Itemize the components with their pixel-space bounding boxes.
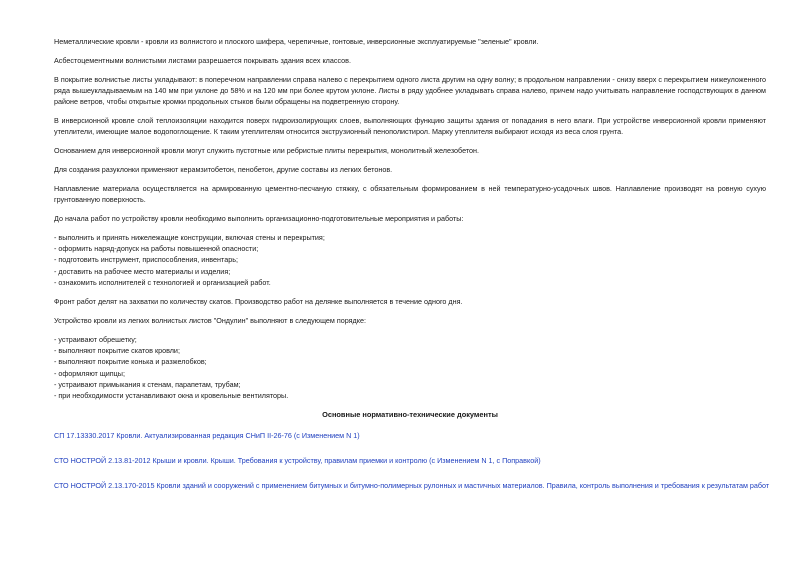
- list-item: - выполнить и принять нижележащие конструкции, включая стены и перекрытия;: [54, 233, 325, 242]
- document-link-sto-2-13-81[interactable]: СТО НОСТРОЙ 2.13.81-2012 Крыши и кровли. Крыши. Требования к устройству, правилам приемки и контролю (с Изменением N 1, с Поправкой): [54, 456, 541, 466]
- paragraph-material-fusing: Наплавление материала осуществляется на армированную цементно-песчаную стяжку, с обязательным формированием в ней температурно-усадочных швов. Наплавление производят на ровную сухую грунтованную поверхность.: [54, 184, 766, 204]
- paragraph-inversion-base: Основанием для инверсионной кровли могут служить пустотные или ребристые плиты перекрытия, монолитный железобетон.: [54, 146, 480, 155]
- paragraph-inversion-roof: В инверсионной кровле слой теплоизоляции находится поверх гидроизолирующих слоев, выполняющих функцию защиты здания от попадания в него влаги. При устройстве инверсионной кровли применяют утеплители, имеющие малое водопоглощение. К таким утеплителям относится экструзионный пенополистирол. Марку утеплителя выбирают исходя из веса слоя грунта.: [54, 116, 766, 136]
- paragraph-asbestos-sheets: Асбестоцементными волнистыми листами разрешается покрывать здания всех классов.: [54, 56, 351, 65]
- document-page: [54, 36, 770, 505]
- list-item: - выполняют покрытие скатов кровли;: [54, 346, 180, 356]
- list-item: - оформить наряд-допуск на работы повышенной опасности;: [54, 244, 259, 254]
- list-item: - выполняют покрытие конька и разжелобков;: [54, 357, 207, 367]
- list-item: - доставить на рабочее место материалы и изделия;: [54, 266, 231, 276]
- paragraph-sheet-laying: В покрытие волнистые листы укладывают: в поперечном направлении справа налево с перекрытием одного листа другим на одну волну; в продольном направлении - снизу вверх с перекрытием нижеуложенного ряда вышеукладываемым на 140 мм при уклоне до 58% и на 120 мм при более крутом уклоне. Листы в ряду удобнее укладывать справа налево, причем надо учитывать направление господствующих в данном районе ветров, чтобы открытые кромки продольных стыков были обращены на подветренную сторону.: [54, 75, 766, 106]
- list-item: - ознакомить исполнителей с технологией и организацией работ.: [54, 277, 271, 287]
- paragraph-preparatory-works: До начала работ по устройству кровли необходимо выполнить организационно-подготовительные мероприятия и работы:: [54, 214, 464, 223]
- document-link-sto-2-13-170[interactable]: СТО НОСТРОЙ 2.13.170-2015 Кровли зданий и сооружений с применением битумных и битумно-полимерных рулонных и мастичных материалов. Правила, контроль выполнения и требования к результатам работ: [54, 481, 770, 491]
- document-link-sp-17[interactable]: СП 17.13330.2017 Кровли. Актуализированная редакция СНиП II-26-76 (с Изменением N 1): [54, 431, 360, 441]
- paragraph-ondulin-order: Устройство кровли из легких волнистых листов "Ондулин" выполняют в следующем порядке:: [54, 316, 366, 326]
- list-item: - устраивают обрешетку;: [54, 335, 137, 345]
- section-heading: Основные нормативно-технические документы: [322, 410, 498, 420]
- paragraph-nonmetal-roofs: Неметаллические кровли - кровли из волнистого и плоского шифера, черепичные, гонтовые, инверсионные эксплуатируемые "зеленые" кровли.: [54, 37, 539, 46]
- list-item: - оформляют щипцы;: [54, 368, 125, 378]
- list-item: - устраивают примыкания к стенам, парапетам, трубам;: [54, 379, 241, 389]
- paragraph-slope-creation: Для создания разуклонки применяют керамзитобетон, пенобетон, другие составы из легких бетонов.: [54, 165, 393, 174]
- ondulin-steps-list: [54, 334, 766, 401]
- list-item: - при необходимости устанавливают окна и кровельные вентиляторы.: [54, 391, 289, 401]
- list-item: - подготовить инструмент, приспособления, инвентарь;: [54, 255, 238, 265]
- preparatory-list: [54, 232, 766, 288]
- paragraph-work-front: Фронт работ делят на захватки по количеству скатов. Производство работ на делянке выполняется в течение одного дня.: [54, 297, 463, 307]
